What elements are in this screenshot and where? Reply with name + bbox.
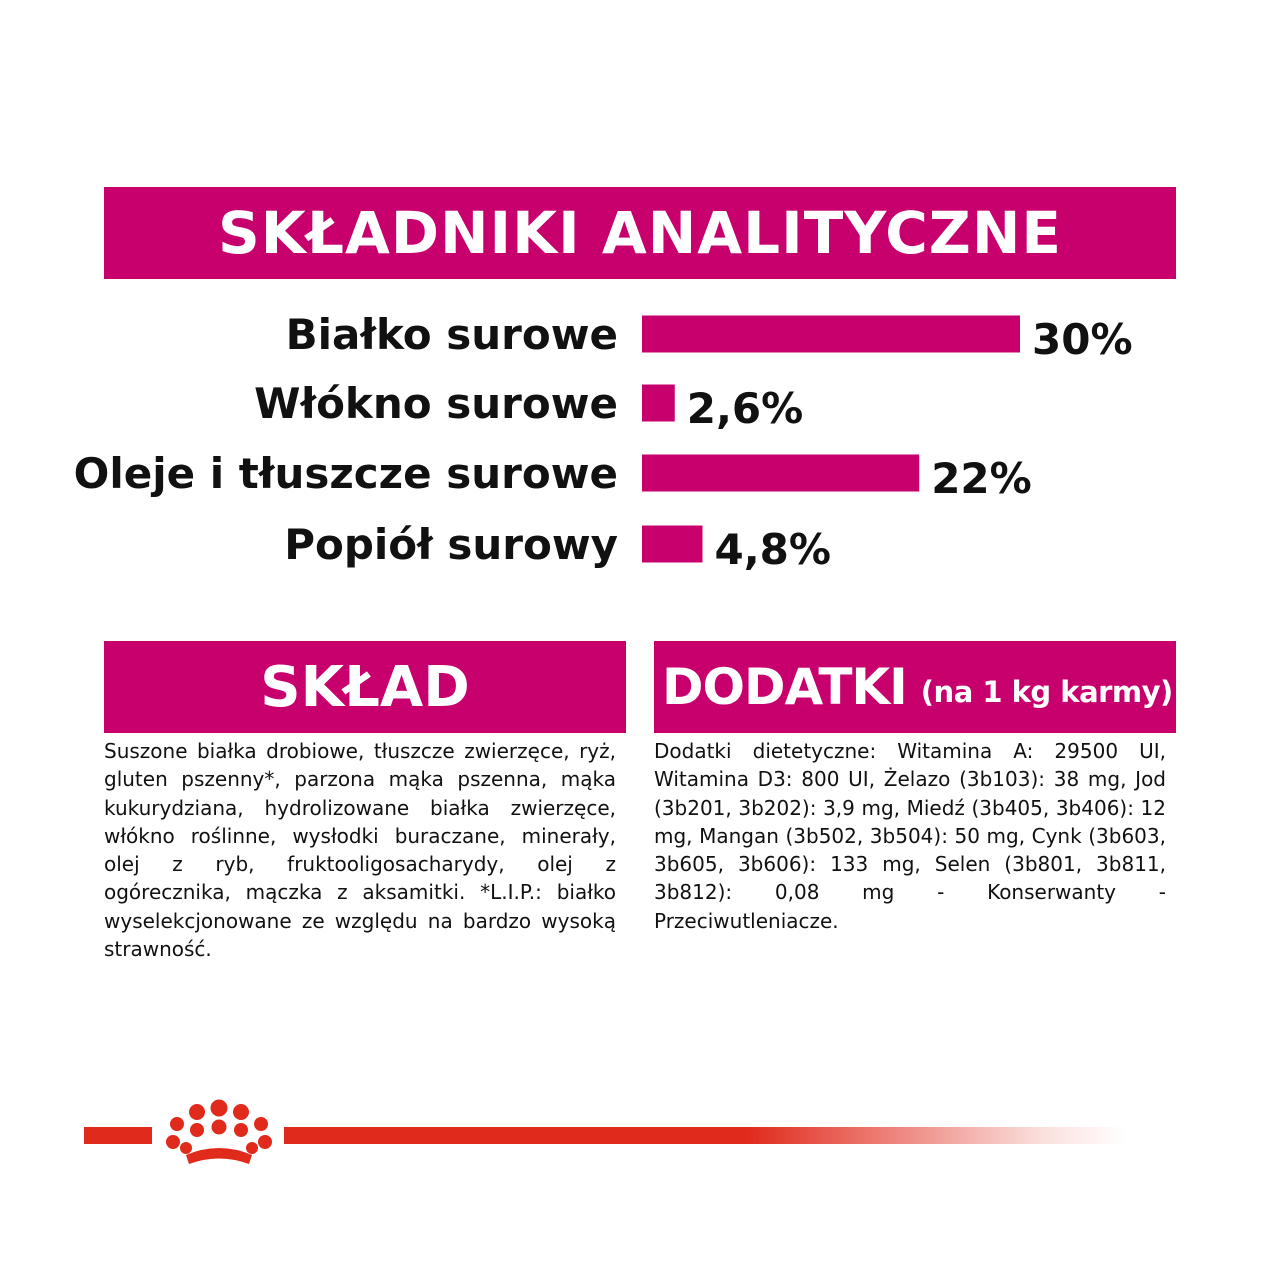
value-label: 4,8% <box>714 525 831 574</box>
footer-line-left <box>84 1127 152 1144</box>
crown-icon <box>160 1098 278 1170</box>
sklad-text: Suszone białka drobiowe, tłuszcze zwierzęce, ryż, gluten pszenny*, parzona mąka pszenna, mąka kukurydziana, hydrolizowane białka zwierzęce, włókno roślinne, wysłodki buraczane, minerały, olej z ryb, fruktooligosacharydy, olej z ogórecznika, mączka z aksamitki. *L.I.P.: białko wyselekcjonowane ze względu na bardzo wysoką strawność. <box>104 739 616 962</box>
dodatki-banner <box>654 641 1176 733</box>
value-label: 22% <box>931 454 1032 503</box>
category-label: Oleje i tłuszcze surowe <box>73 449 618 498</box>
bar <box>642 316 1020 353</box>
analytical-title-banner <box>104 187 1176 279</box>
value-label: 30% <box>1032 315 1133 364</box>
sklad-title: SKŁAD <box>260 654 470 720</box>
dodatki-text: Dodatki dietetyczne: Witamina A: 29500 UI, Witamina D3: 800 UI, Żelazo (3b103): 38 mg, Jod (3b201, 3b202): 3,9 mg, Miedź (3b405, 3b406): 12 mg, Mangan (3b502, 3b504): 50 mg, Cynk (3b603, 3b605, 3b606): 133 mg, Selen (3b801, 3b811, 3b812): 0,08 mg - Konserwanty - Przeciwutleniacze. <box>654 739 1166 933</box>
analytical-bar-chart <box>0 300 1280 590</box>
category-label: Białko surowe <box>285 310 618 359</box>
dodatki-title: DODATKI <box>662 658 907 716</box>
analytical-title: SKŁADNIKI ANALITYCZNE <box>218 199 1062 267</box>
category-label: Włókno surowe <box>254 379 618 428</box>
sklad-banner <box>104 641 626 733</box>
bar <box>642 526 702 563</box>
bar <box>642 455 919 492</box>
footer-line-right <box>284 1127 1126 1144</box>
bar <box>642 385 675 422</box>
dodatki-subtitle: (na 1 kg karmy) <box>920 675 1173 709</box>
category-label: Popiół surowy <box>284 520 618 569</box>
value-label: 2,6% <box>686 384 804 433</box>
